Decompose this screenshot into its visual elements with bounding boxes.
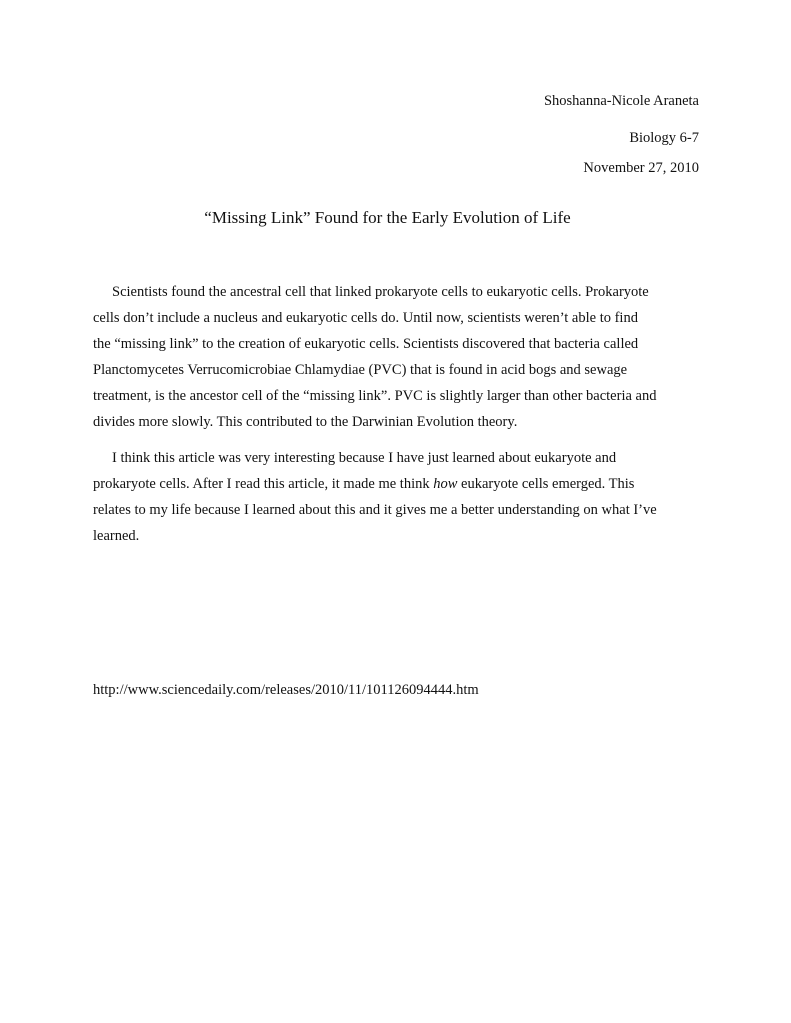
line-text: prokaryote cells. After I read this article, it made me think (93, 476, 434, 492)
paragraph-line: relates to my life because I learned about this and it gives me a better understanding on what I’ve (93, 502, 657, 518)
author-name: Shoshanna-Nicole Araneta (543, 93, 699, 109)
reflection-paragraph (93, 445, 703, 549)
source-url: http://www.sciencedaily.com/releases/2010/11/101126094444.htm (93, 682, 479, 698)
paragraph-line (93, 471, 703, 497)
paragraph-line: the “missing link” to the creation of eukaryotic cells. Scientists discovered that bacteria called (93, 336, 639, 352)
paragraph-line: treatment, is the ancestor cell of the “missing link”. PVC is slightly larger than other bacteria and (93, 388, 657, 404)
paragraph-line: I think this article was very interesting because I have just learned about eukaryote and (112, 450, 617, 466)
document-title: “Missing Link” Found for the Early Evolution of Life (204, 208, 571, 227)
summary-paragraph (93, 279, 703, 435)
emphasized-word: how (433, 476, 458, 492)
document-date: November 27, 2010 (583, 160, 699, 176)
line-text: eukaryote cells emerged. This (457, 476, 635, 492)
paragraph-line: Scientists found the ancestral cell that linked prokaryote cells to eukaryotic cells. Prokaryote (112, 284, 649, 300)
paragraph-line: cells don’t include a nucleus and eukaryotic cells do. Until now, scientists weren’t able to find (93, 310, 638, 326)
paragraph-line: divides more slowly. This contributed to the Darwinian Evolution theory. (93, 414, 518, 430)
paragraph-line: learned. (93, 528, 140, 544)
paragraph-line: Planctomycetes Verrucomicrobiae Chlamydiae (PVC) that is found in acid bogs and sewage (93, 362, 628, 378)
course-name: Biology 6-7 (629, 130, 699, 146)
